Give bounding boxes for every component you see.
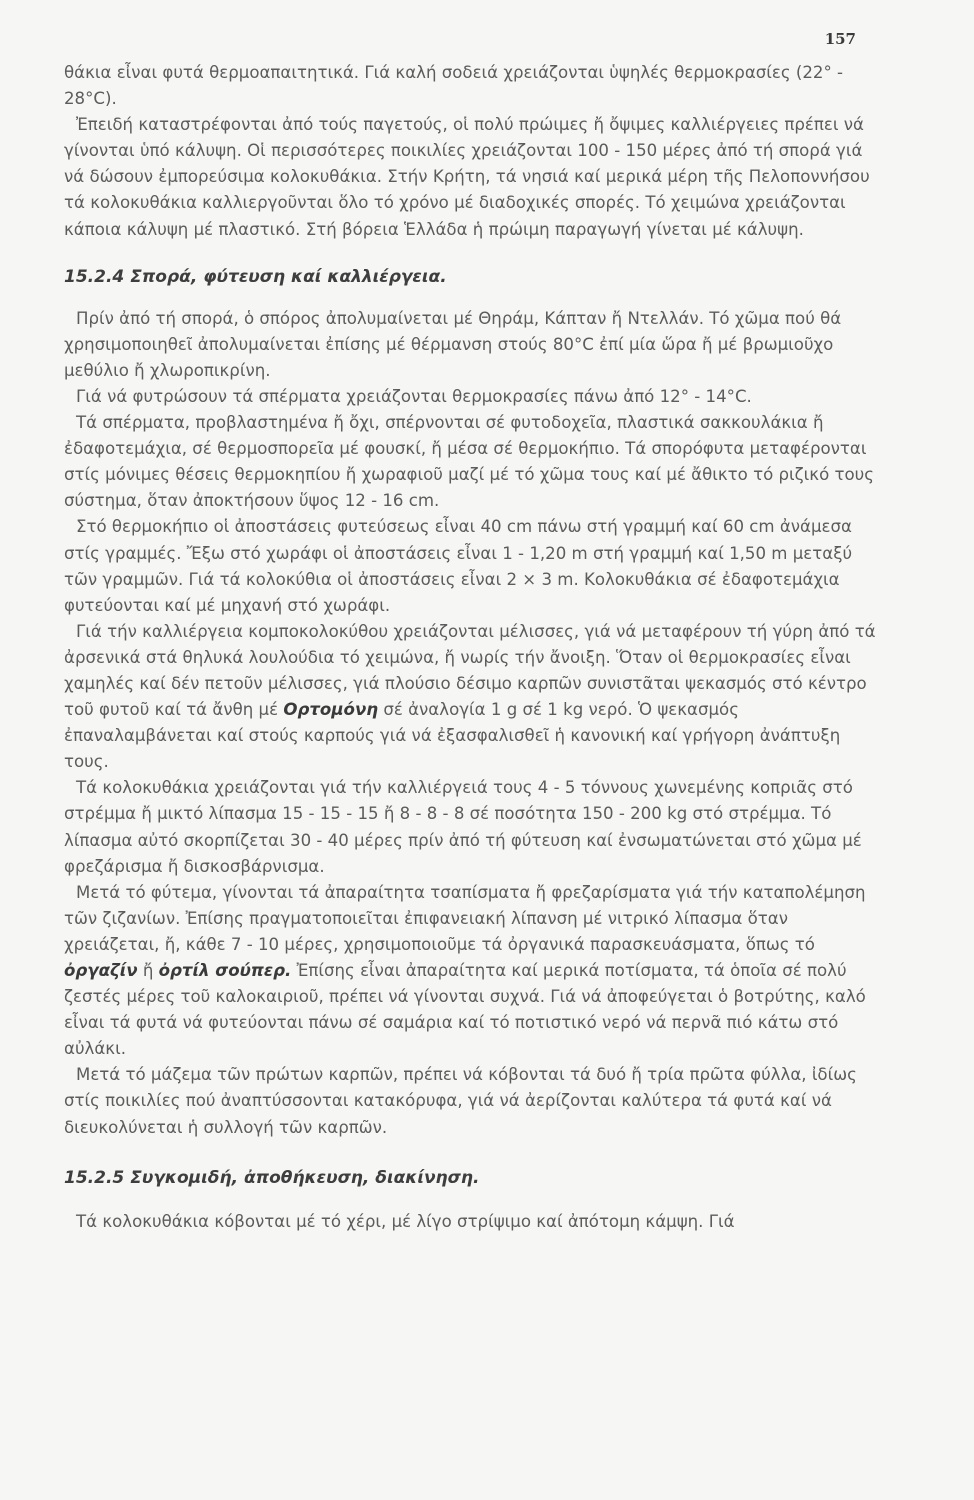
- care-text: Μετά τό φύτεμα, γίνονται τά ἀπαραίτητα τσαπίσματα ἤ φρεζαρίσματα γιά τήν καταπολέμηση τῶν ζιζανίων. Ἐπίσης πραγματοποιεῖται ἐπιφανειακή λίπανση μέ νιτρικό λίπασμα ὅταν χρειάζεται, ἤ, κάθε 7 - 10 μέρες, χρησιμοποιοῦμε τά ὀργανικά παρασκευάσματα, ὅπως τό: [64, 882, 866, 954]
- pollination-text-continued: σέ ἀναλογία 1 g σέ 1 kg νερό. Ὁ ψεκασμός ἐπαναλαμβάνεται καί στούς καρπούς γιά νά ἐξασφαλισθεῖ ἡ κανονική καί γρήγορη ἀνάπτυξη τους.: [64, 700, 841, 772]
- paragraph-seed-disinfection: Πρίν ἀπό τή σπορά, ὁ σπόρος ἀπολυμαίνεται μέ Θηράμ, Κάπταν ἤ Ντελλάν. Τό χῶμα πού θά χρησιμοποιηθεῖ ἀπολυμαίνεται ἐπίσης μέ θέρμανση στούς 80°C ἐπί μία ὥρα ἤ μέ βρωμιοῦχο μεθύλιο ἤ χλωροπικρίνη.: [64, 308, 842, 380]
- page-number: 157: [824, 30, 856, 48]
- section-number: 15.2.4: [64, 266, 125, 287]
- paragraph-temperature: θάκια εἶναι φυτά θερμοαπαιτητικά. Γιά καλή σοδειά χρειάζονται ὑψηλές θερμοκρασίες (22° - 28°C).: [64, 63, 844, 109]
- paragraph-pollination: [64, 619, 876, 776]
- paragraph-cultivation-regions: Ἐπειδή καταστρέφονται ἀπό τούς παγετούς, οἱ πολύ πρώιμες ἤ ὄψιμες καλλιέργειες πρέπει νά γίνονται ὑπό κάλυψη. Οἱ περισσότερες ποικιλίες χρειάζονται 100 - 150 μέρες ἀπό τή σπορά γιά νά δώσουν ἐμπορεύσιμα κολοκυθάκια. Στήν Κρήτη, τά νησιά καί μερικά μέρη τῆς Πελοποννήσου τά κολοκυθάκια καλλιεργοῦνται ὅλο τό χρόνο μέ διαδοχικές σπορές. Τό χειμώνα χρειάζονται κάποια κάλυψη μέ πλαστικό. Στή βόρεια Ἑλλάδα ἡ πρώιμη παραγωγή γίνεται μέ κάλυψη.: [64, 115, 870, 239]
- pollination-text: Γιά τήν καλλιέργεια κομποκολοκύθου χρειάζονται μέλισσες, γιά νά μεταφέρουν τή γύρη ἀπό τά ἀρσενικά στά θηλυκά λουλούδια τό χειμώνα, ἤ νωρίς τήν ἄνοιξη. Ὅταν οἱ θερμοκρασίες εἶναι χαμηλές καί δέν πετοῦν μέλισσες, γιά πλούσιο δέσιμο καρπῶν συνιστᾶται ψεκασμός στό κέντρο τοῦ φυτοῦ καί τά ἄνθη μέ: [64, 621, 876, 720]
- paragraph-seedlings: Τά σπέρματα, προβλαστημένα ἤ ὄχι, σπέρνονται σέ φυτοδοχεῖα, πλαστικά σακκουλάκια ἤ ἐδαφοτεμάχια, σέ θερμοσπορεῖα μέ φουσκί, ἤ μέσα σέ θερμοκήπιο. Τά σπορόφυτα μεταφέρονται στίς μόνιμες θέσεις θερμοκηπίου ἤ χωραφιοῦ μαζί μέ τό χῶμα τους καί μέ ἄθικτο τό ριζικό τους σύστημα, ὅταν ἀποκτήσουν ὕψος 12 - 16 cm.: [64, 413, 874, 511]
- paragraph-leaf-removal: Μετά τό μάζεμα τῶν πρώτων καρπῶν, πρέπει νά κόβονται τά δυό ἤ τρία πρῶτα φύλλα, ἰδίως στίς ποικιλίες πού ἀναπτύσσονται κατακόρυφα, γιά νά ἀερίζονται καλύτερα τά φυτά καί νά διευκολύνεται ἡ συλλογή τῶν καρπῶν.: [64, 1065, 857, 1137]
- section-heading-harvest: [64, 1165, 876, 1191]
- section-number: 15.2.5: [64, 1167, 125, 1188]
- paragraph-harvest: Τά κολοκυθάκια κόβονται μέ τό χέρι, μέ λίγο στρίψιμο καί ἀπότομη κάμψη. Γιά: [76, 1211, 735, 1231]
- page-body: [64, 60, 876, 1235]
- section-title: Συγκομιδή, ἀποθήκευση, διακίνηση.: [130, 1167, 480, 1188]
- section-title: Σπορά, φύτευση καί καλλιέργεια.: [130, 266, 447, 287]
- product-name-orgazin: ὀργαζίν: [64, 961, 138, 980]
- product-name-ortomoni: Ορτομόνη: [283, 700, 379, 720]
- paragraph-care: [64, 880, 876, 1063]
- section-heading-sowing: [64, 264, 876, 290]
- paragraph-fertilization: Τά κολοκυθάκια χρειάζονται γιά τήν καλλιέργειά τους 4 - 5 τόννους χωνεμένης κοπριᾶς στό στρέμμα ἤ μικτό λίπασμα 15 - 15 - 15 ἤ 8 - 8 - 8 σέ ποσότητα 150 - 200 kg στό στρέμμα. Τό λίπασμα αὐτό σκορπίζεται 30 - 40 μέρες πρίν ἀπό τή φύτευση καί ἐνσωματώνεται στό χῶμα μέ φρεζάρισμα ἤ δισκοσβάρνισμα.: [64, 778, 862, 876]
- paragraph-germination: Γιά νά φυτρώσουν τά σπέρματα χρειάζονται θερμοκρασίες πάνω ἀπό 12° - 14°C.: [76, 386, 752, 406]
- paragraph-planting-distances: Στό θερμοκήπιο οἱ ἀποστάσεις φυτεύσεως εἶναι 40 cm πάνω στή γραμμή καί 60 cm ἀνάμεσα στίς γραμμές. Ἔξω στό χωράφι οἱ ἀποστάσεις εἶναι 1 - 1,20 m στή γραμμή καί 1,50 m μεταξύ τῶν γραμμῶν. Γιά τά κολοκύθια οἱ ἀποστάσεις εἶναι 2 × 3 m. Κολοκυθάκια σέ ἐδαφοτεμάχια φυτεύονται καί μέ μηχανή στό χωράφι.: [64, 517, 853, 615]
- product-name-ortil-super: ὀρτίλ σούπερ.: [158, 961, 292, 980]
- care-text-or: ἤ: [142, 961, 154, 980]
- care-text-continued: Ἐπίσης εἶναι ἀπαραίτητα καί μερικά ποτίσματα, τά ὁποῖα σέ πολύ ζεστές μέρες τοῦ καλοκαιριοῦ, πρέπει νά γίνονται συχνά. Γιά νά ἀποφεύγεται ὁ βοτρύτης, καλό εἶναι τά φυτά νά φυτεύονται πάνω σέ σαμάρια καί τό ποτιστικό νερό νά περνᾶ πιό κάτω στό αὐλάκι.: [64, 961, 866, 1059]
